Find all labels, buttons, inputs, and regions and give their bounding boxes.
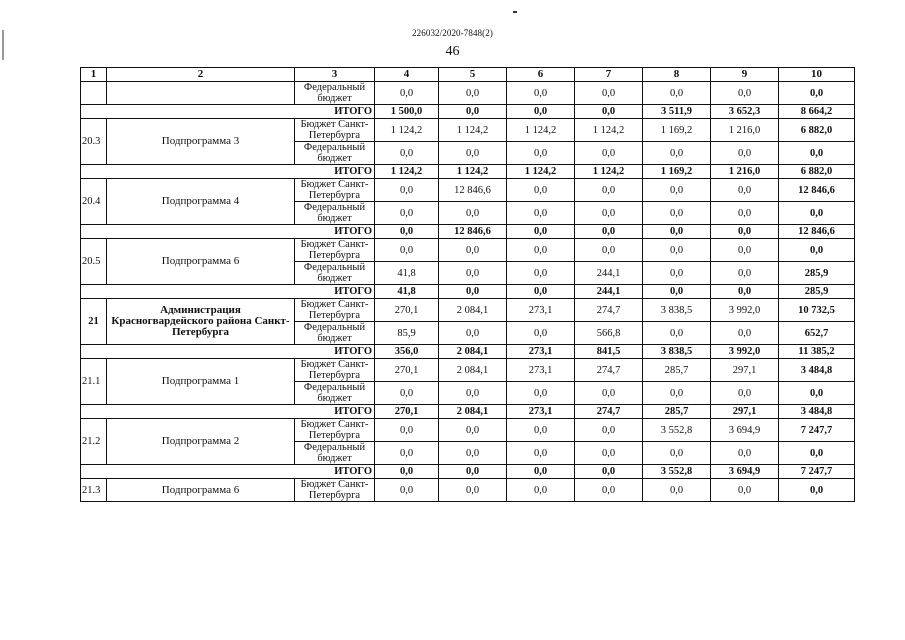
value-cell: 270,1 — [375, 405, 439, 419]
value-cell: 3 838,5 — [643, 345, 711, 359]
value-cell: 12 846,6 — [439, 179, 507, 202]
value-cell: 0,0 — [643, 179, 711, 202]
col-header: 8 — [643, 68, 711, 82]
value-cell: 0,0 — [439, 262, 507, 285]
value-cell: 0,0 — [375, 419, 439, 442]
value-cell: 3 992,0 — [711, 345, 779, 359]
value-cell: 0,0 — [439, 465, 507, 479]
total-cell: 10 732,5 — [779, 299, 855, 322]
col-header: 10 — [779, 68, 855, 82]
value-cell: 0,0 — [507, 285, 575, 299]
value-cell: 0,0 — [507, 419, 575, 442]
value-cell: 0,0 — [711, 142, 779, 165]
itogo-row — [81, 165, 855, 179]
code-cell: 21 — [81, 299, 107, 345]
total-cell: 7 247,7 — [779, 419, 855, 442]
value-cell: 0,0 — [439, 479, 507, 502]
value-cell: 0,0 — [643, 82, 711, 105]
value-cell: 1 124,2 — [439, 119, 507, 142]
value-cell: 0,0 — [711, 382, 779, 405]
value-cell: 0,0 — [375, 479, 439, 502]
total-cell: 0,0 — [779, 239, 855, 262]
value-cell: 274,7 — [575, 405, 643, 419]
source-cell: Бюджет Санкт-Петербурга — [295, 239, 375, 262]
value-cell: 0,0 — [575, 382, 643, 405]
total-cell: 285,9 — [779, 285, 855, 299]
total-cell: 11 385,2 — [779, 345, 855, 359]
value-cell: 0,0 — [375, 465, 439, 479]
value-cell: 0,0 — [575, 225, 643, 239]
value-cell: 0,0 — [507, 239, 575, 262]
value-cell: 273,1 — [507, 405, 575, 419]
itogo-label: ИТОГО — [81, 465, 375, 479]
value-cell: 0,0 — [439, 239, 507, 262]
source-cell: Федеральный бюджет — [295, 202, 375, 225]
name-cell — [107, 82, 295, 105]
value-cell: 0,0 — [439, 82, 507, 105]
col-header: 9 — [711, 68, 779, 82]
scan-artifact — [513, 11, 517, 13]
value-cell: 1 124,2 — [507, 165, 575, 179]
col-header: 5 — [439, 68, 507, 82]
table-row — [81, 179, 855, 202]
value-cell: 0,0 — [375, 202, 439, 225]
itogo-label: ИТОГО — [81, 405, 375, 419]
header-row — [81, 68, 855, 82]
name-cell: Подпрограмма 2 — [107, 419, 295, 465]
total-cell: 6 882,0 — [779, 119, 855, 142]
source-cell: Бюджет Санкт-Петербурга — [295, 299, 375, 322]
total-cell: 6 882,0 — [779, 165, 855, 179]
name-cell: Подпрограмма 6 — [107, 479, 295, 502]
value-cell: 3 652,3 — [711, 105, 779, 119]
value-cell: 0,0 — [575, 179, 643, 202]
itogo-row — [81, 225, 855, 239]
source-cell: Бюджет Санкт-Петербурга — [295, 419, 375, 442]
total-cell: 0,0 — [779, 382, 855, 405]
value-cell: 2 084,1 — [439, 345, 507, 359]
value-cell: 0,0 — [375, 225, 439, 239]
value-cell: 0,0 — [643, 479, 711, 502]
itogo-label: ИТОГО — [81, 165, 375, 179]
total-cell: 0,0 — [779, 202, 855, 225]
source-cell: Бюджет Санкт-Петербурга — [295, 119, 375, 142]
value-cell: 1 124,2 — [507, 119, 575, 142]
value-cell: 0,0 — [643, 142, 711, 165]
value-cell: 0,0 — [711, 262, 779, 285]
itogo-row — [81, 345, 855, 359]
budget-table — [80, 67, 855, 502]
total-cell: 652,7 — [779, 322, 855, 345]
value-cell: 85,9 — [375, 322, 439, 345]
value-cell: 0,0 — [575, 202, 643, 225]
source-cell: Бюджет Санкт-Петербурга — [295, 479, 375, 502]
value-cell: 285,7 — [643, 405, 711, 419]
value-cell: 297,1 — [711, 405, 779, 419]
total-cell: 0,0 — [779, 82, 855, 105]
itogo-label: ИТОГО — [81, 105, 375, 119]
value-cell: 0,0 — [507, 465, 575, 479]
value-cell: 0,0 — [643, 382, 711, 405]
code-cell: 21.2 — [81, 419, 107, 465]
value-cell: 3 992,0 — [711, 299, 779, 322]
name-cell: Администрация Красногвардейского района Санкт-Петербурга — [107, 299, 295, 345]
document-number: 226032/2020-7848(2) — [412, 28, 493, 38]
value-cell: 3 552,8 — [643, 419, 711, 442]
value-cell: 270,1 — [375, 359, 439, 382]
value-cell: 0,0 — [575, 442, 643, 465]
value-cell: 0,0 — [375, 382, 439, 405]
value-cell: 0,0 — [439, 202, 507, 225]
total-cell: 12 846,6 — [779, 179, 855, 202]
value-cell: 0,0 — [507, 225, 575, 239]
code-cell: 20.4 — [81, 179, 107, 225]
itogo-row — [81, 405, 855, 419]
total-cell: 0,0 — [779, 479, 855, 502]
col-header: 2 — [107, 68, 295, 82]
value-cell: 12 846,6 — [439, 225, 507, 239]
page-number: 46 — [445, 44, 460, 59]
value-cell: 0,0 — [575, 82, 643, 105]
value-cell: 3 511,9 — [643, 105, 711, 119]
table-row — [81, 299, 855, 322]
table-row — [81, 82, 855, 105]
source-cell: Федеральный бюджет — [295, 142, 375, 165]
total-cell: 285,9 — [779, 262, 855, 285]
value-cell: 285,7 — [643, 359, 711, 382]
code-cell: 21.1 — [81, 359, 107, 405]
itogo-label: ИТОГО — [81, 345, 375, 359]
source-cell: Федеральный бюджет — [295, 262, 375, 285]
value-cell: 1 124,2 — [375, 165, 439, 179]
source-cell: Бюджет Санкт-Петербурга — [295, 179, 375, 202]
value-cell: 0,0 — [507, 202, 575, 225]
itogo-label: ИТОГО — [81, 285, 375, 299]
value-cell: 297,1 — [711, 359, 779, 382]
col-header: 3 — [295, 68, 375, 82]
name-cell: Подпрограмма 1 — [107, 359, 295, 405]
value-cell: 0,0 — [507, 142, 575, 165]
value-cell: 0,0 — [643, 285, 711, 299]
value-cell: 274,7 — [575, 359, 643, 382]
total-cell: 0,0 — [779, 142, 855, 165]
value-cell: 0,0 — [643, 262, 711, 285]
value-cell: 0,0 — [507, 479, 575, 502]
value-cell: 0,0 — [643, 442, 711, 465]
col-header: 7 — [575, 68, 643, 82]
value-cell: 0,0 — [507, 262, 575, 285]
name-cell: Подпрограмма 3 — [107, 119, 295, 165]
value-cell: 0,0 — [711, 239, 779, 262]
source-cell: Федеральный бюджет — [295, 322, 375, 345]
value-cell: 274,7 — [575, 299, 643, 322]
value-cell: 273,1 — [507, 345, 575, 359]
value-cell: 0,0 — [375, 82, 439, 105]
value-cell: 41,8 — [375, 285, 439, 299]
value-cell: 0,0 — [439, 105, 507, 119]
source-cell: Федеральный бюджет — [295, 382, 375, 405]
total-cell: 3 484,8 — [779, 359, 855, 382]
value-cell: 356,0 — [375, 345, 439, 359]
value-cell: 3 694,9 — [711, 419, 779, 442]
total-cell: 12 846,6 — [779, 225, 855, 239]
value-cell: 0,0 — [375, 179, 439, 202]
itogo-row — [81, 105, 855, 119]
value-cell: 0,0 — [711, 82, 779, 105]
value-cell: 2 084,1 — [439, 405, 507, 419]
col-header: 1 — [81, 68, 107, 82]
value-cell: 273,1 — [507, 359, 575, 382]
value-cell: 3 838,5 — [643, 299, 711, 322]
value-cell: 0,0 — [711, 225, 779, 239]
value-cell: 0,0 — [711, 202, 779, 225]
total-cell: 8 664,2 — [779, 105, 855, 119]
table-row — [81, 419, 855, 442]
value-cell: 1 169,2 — [643, 165, 711, 179]
table-row — [81, 119, 855, 142]
value-cell: 0,0 — [711, 322, 779, 345]
table-row — [81, 479, 855, 502]
value-cell: 3 694,9 — [711, 465, 779, 479]
total-cell: 0,0 — [779, 442, 855, 465]
value-cell: 0,0 — [711, 285, 779, 299]
itogo-label: ИТОГО — [81, 225, 375, 239]
value-cell: 0,0 — [643, 202, 711, 225]
value-cell: 0,0 — [575, 142, 643, 165]
name-cell: Подпрограмма 6 — [107, 239, 295, 285]
scan-artifact — [2, 30, 4, 60]
total-cell: 3 484,8 — [779, 405, 855, 419]
value-cell: 0,0 — [439, 442, 507, 465]
value-cell: 1 500,0 — [375, 105, 439, 119]
value-cell: 270,1 — [375, 299, 439, 322]
value-cell: 0,0 — [507, 442, 575, 465]
value-cell: 41,8 — [375, 262, 439, 285]
value-cell: 244,1 — [575, 262, 643, 285]
table-row — [81, 239, 855, 262]
source-cell: Бюджет Санкт-Петербурга — [295, 359, 375, 382]
value-cell: 0,0 — [439, 419, 507, 442]
value-cell: 1 216,0 — [711, 119, 779, 142]
total-cell: 7 247,7 — [779, 465, 855, 479]
value-cell: 1 124,2 — [375, 119, 439, 142]
value-cell: 0,0 — [643, 239, 711, 262]
itogo-row — [81, 285, 855, 299]
value-cell: 0,0 — [711, 442, 779, 465]
value-cell: 3 552,8 — [643, 465, 711, 479]
value-cell: 0,0 — [439, 382, 507, 405]
value-cell: 0,0 — [439, 322, 507, 345]
name-cell: Подпрограмма 4 — [107, 179, 295, 225]
value-cell: 0,0 — [575, 419, 643, 442]
value-cell: 0,0 — [507, 322, 575, 345]
itogo-row — [81, 465, 855, 479]
col-header: 6 — [507, 68, 575, 82]
value-cell: 0,0 — [575, 239, 643, 262]
code-cell: 21.3 — [81, 479, 107, 502]
value-cell: 1 169,2 — [643, 119, 711, 142]
source-cell: Федеральный бюджет — [295, 82, 375, 105]
value-cell: 0,0 — [711, 179, 779, 202]
value-cell: 0,0 — [575, 465, 643, 479]
table-row — [81, 359, 855, 382]
value-cell: 0,0 — [375, 442, 439, 465]
code-cell: 20.5 — [81, 239, 107, 285]
source-cell: Федеральный бюджет — [295, 442, 375, 465]
value-cell: 1 124,2 — [575, 119, 643, 142]
value-cell: 0,0 — [575, 479, 643, 502]
value-cell: 2 084,1 — [439, 299, 507, 322]
value-cell: 566,8 — [575, 322, 643, 345]
value-cell: 1 124,2 — [575, 165, 643, 179]
value-cell: 1 124,2 — [439, 165, 507, 179]
value-cell: 273,1 — [507, 299, 575, 322]
col-header: 4 — [375, 68, 439, 82]
value-cell: 2 084,1 — [439, 359, 507, 382]
value-cell: 0,0 — [507, 382, 575, 405]
value-cell: 0,0 — [643, 225, 711, 239]
value-cell: 0,0 — [643, 322, 711, 345]
value-cell: 0,0 — [507, 105, 575, 119]
code-cell: 20.3 — [81, 119, 107, 165]
value-cell: 0,0 — [711, 479, 779, 502]
value-cell: 0,0 — [575, 105, 643, 119]
value-cell: 0,0 — [507, 82, 575, 105]
value-cell: 841,5 — [575, 345, 643, 359]
value-cell: 0,0 — [375, 239, 439, 262]
value-cell: 0,0 — [375, 142, 439, 165]
value-cell: 1 216,0 — [711, 165, 779, 179]
value-cell: 0,0 — [507, 179, 575, 202]
code-cell — [81, 82, 107, 105]
value-cell: 0,0 — [439, 285, 507, 299]
value-cell: 0,0 — [439, 142, 507, 165]
value-cell: 244,1 — [575, 285, 643, 299]
